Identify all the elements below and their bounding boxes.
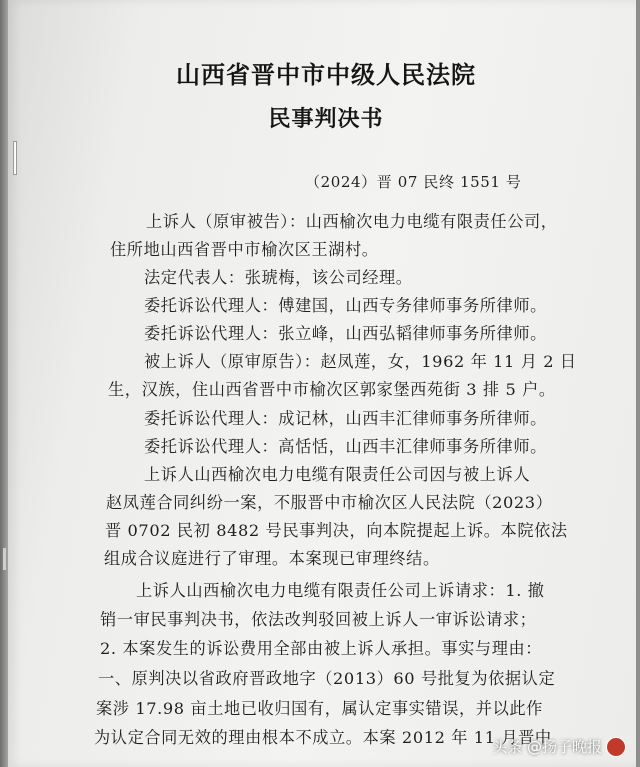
paragraph-line: 组成合议庭进行了审理。本案现已审理终结。 bbox=[104, 549, 440, 568]
paragraph-line: 上诉人山西榆次电力电缆有限责任公司因与被上诉人 bbox=[144, 465, 531, 484]
paragraph-line: 2. 本案发生的诉讼费用全部由被上诉人承担。事实与理由： bbox=[100, 639, 543, 658]
paragraph-line: 一、原判决以省政府晋政地字（2013）60 号批复为依据认定 bbox=[98, 669, 556, 688]
watermark-text: 头条 @扬子晚报 bbox=[492, 738, 602, 756]
paragraph-line: 为认定合同无效的理由根本不成立。本案 2012 年 11 月晋中 bbox=[94, 728, 552, 747]
paragraph-line: 住所地山西省晋中市榆次区王湖村。 bbox=[110, 240, 379, 259]
binding-clip bbox=[13, 141, 17, 175]
binding-clip-lower bbox=[3, 548, 6, 570]
watermark-avatar-icon bbox=[606, 737, 626, 757]
watermark bbox=[492, 736, 626, 757]
paragraph-line: 委托诉讼代理人：傅建国，山西专务律师事务所律师。 bbox=[144, 296, 547, 315]
paragraph-line: 生，汉族，住山西省晋中市榆次区郭家堡西苑街 3 排 5 户。 bbox=[108, 380, 556, 399]
paragraph-line: 晋 0702 民初 8482 号民事判决，向本院提起上诉。本院依法 bbox=[105, 521, 568, 540]
paragraph-line: 案涉 17.98 亩土地已收归国有，属认定事实错误，并以此作 bbox=[96, 699, 543, 718]
paragraph-line: 法定代表人：张琥梅，该公司经理。 bbox=[144, 268, 413, 287]
paragraph-line: 上诉人（原审被告）：山西榆次电力电缆有限责任公司， bbox=[146, 212, 558, 231]
paragraph-line: 赵凤莲合同纠纷一案，不服晋中市榆次区人民法院（2023） bbox=[106, 493, 553, 512]
paragraph-line: 销一审民事判决书，依法改判驳回被上诉人一审诉讼请求； bbox=[100, 610, 537, 629]
paragraph-line: 上诉人山西榆次电力电缆有限责任公司上诉请求：1. 撤 bbox=[136, 581, 545, 600]
court-title: 山西省晋中市中级人民法院 bbox=[176, 60, 476, 89]
paragraph-line: 被上诉人（原审原告）：赵凤莲，女，1962 年 11 月 2 日 bbox=[144, 352, 577, 371]
paragraph-line: 委托诉讼代理人：张立峰，山西弘韬律师事务所律师。 bbox=[144, 324, 547, 343]
paragraph-line: 委托诉讼代理人：成记林，山西丰汇律师事务所律师。 bbox=[144, 409, 547, 428]
case-number: （2024）晋 07 民终 1551 号 bbox=[305, 173, 522, 191]
document-type-title: 民事判决书 bbox=[268, 106, 384, 132]
paragraph-line: 委托诉讼代理人：高恬恬，山西丰汇律师事务所律师。 bbox=[144, 437, 547, 456]
